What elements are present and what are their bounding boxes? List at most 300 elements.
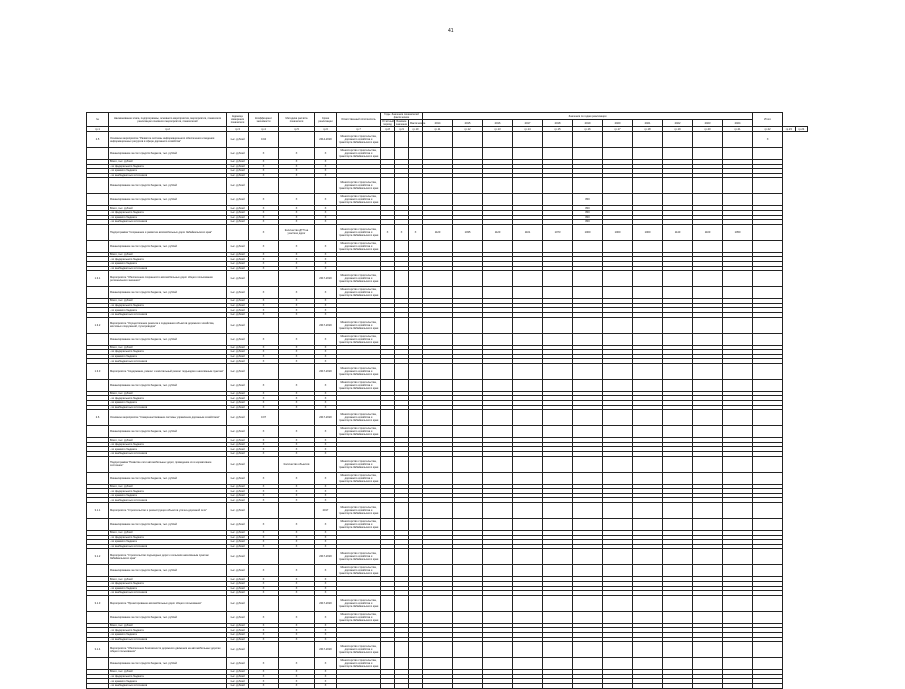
table-cell: Финансирование за счет средств бюджета, тыс. рублей xyxy=(109,565,227,577)
table-cell xyxy=(663,519,693,531)
table-cell: X xyxy=(315,637,337,642)
table-cell: X xyxy=(279,674,315,679)
table-cell: X xyxy=(249,160,279,165)
table-cell: X xyxy=(249,577,279,582)
table-cell: Министерство строительства, дорожного хозяйства и транспорта Забайкальского края xyxy=(337,317,381,333)
table-cell: Финансирование за счет средств бюджета, тыс. рублей xyxy=(109,611,227,623)
table-cell xyxy=(409,333,423,345)
table-cell xyxy=(663,240,693,252)
table-cell xyxy=(395,595,409,611)
table-cell xyxy=(513,194,543,206)
table-cell: X xyxy=(279,333,315,345)
table-cell: Финансирование за счет средств бюджета, тыс. рублей xyxy=(109,194,227,206)
table-cell xyxy=(513,683,543,688)
table-cell xyxy=(723,132,753,148)
table-cell xyxy=(753,519,783,531)
table-cell xyxy=(603,519,633,531)
table-cell xyxy=(573,426,603,438)
table-cell: X xyxy=(279,623,315,628)
table-cell xyxy=(603,472,633,484)
table-cell xyxy=(279,363,315,379)
table-cell xyxy=(543,317,573,333)
table-cell: тыс. рублей xyxy=(227,317,249,333)
column-index-cell: гр.13 xyxy=(483,127,513,132)
table-cell: Всего, тыс. рублей xyxy=(109,623,227,628)
table-cell: Всего, тыс. рублей xyxy=(109,438,227,443)
financing-row xyxy=(87,658,808,670)
table-cell: X xyxy=(279,586,315,591)
table-cell xyxy=(423,410,453,426)
table-cell: X xyxy=(279,426,315,438)
table-cell: X xyxy=(249,308,279,313)
table-cell: - из краевого бюджета xyxy=(109,354,227,359)
table-cell: тыс. рублей xyxy=(227,472,249,484)
table-cell: тыс. рублей xyxy=(227,333,249,345)
table-cell xyxy=(513,595,543,611)
header-year-2014: 2014 xyxy=(423,120,453,127)
table-cell xyxy=(279,549,315,565)
table-cell: тыс. рублей xyxy=(227,611,249,623)
table-cell: тыс. рублей xyxy=(227,206,249,211)
table-cell xyxy=(483,148,513,160)
table-cell xyxy=(249,456,279,472)
table-cell: - из краевого бюджета xyxy=(109,401,227,406)
table-cell xyxy=(753,658,783,670)
table-cell: X xyxy=(279,396,315,401)
table-cell: X xyxy=(315,359,337,364)
table-cell xyxy=(381,410,395,426)
table-cell: тыс. рублей xyxy=(227,312,249,317)
table-cell xyxy=(573,549,603,565)
table-cell: X xyxy=(279,308,315,313)
table-cell: 800 xyxy=(573,220,603,225)
table-cell xyxy=(513,472,543,484)
table-cell: Финансирование за счет средств бюджета, тыс. рублей xyxy=(109,240,227,252)
table-cell: X xyxy=(249,240,279,252)
column-index-cell: гр.2 xyxy=(109,127,227,132)
table-row xyxy=(87,410,808,426)
column-index-cell: гр.7 xyxy=(337,127,381,132)
header-method: Методика расчёта показателя xyxy=(279,113,315,127)
table-cell: X xyxy=(249,391,279,396)
table-cell xyxy=(663,642,693,658)
table-cell xyxy=(381,595,395,611)
table-cell xyxy=(395,456,409,472)
table-cell: X xyxy=(315,206,337,211)
table-cell xyxy=(543,426,573,438)
table-cell xyxy=(453,410,483,426)
table-cell: тыс. рублей xyxy=(227,426,249,438)
table-cell: 1000 xyxy=(633,224,663,240)
table-cell xyxy=(279,178,315,194)
table-cell xyxy=(381,519,395,531)
table-cell xyxy=(603,595,633,611)
table-cell: - из федерального бюджета xyxy=(109,535,227,540)
table-cell xyxy=(753,611,783,623)
table-cell: X xyxy=(279,581,315,586)
table-cell xyxy=(723,472,753,484)
table-cell: X xyxy=(315,299,337,304)
table-cell xyxy=(543,565,573,577)
table-cell: Министерство строительства, дорожного хозяйства и транспорта Забайкальского края xyxy=(337,194,381,206)
table-cell xyxy=(633,333,663,345)
table-cell: тыс. рублей xyxy=(227,489,249,494)
table-cell xyxy=(573,379,603,391)
table-cell xyxy=(87,379,109,391)
table-cell xyxy=(337,683,381,688)
table-cell: X xyxy=(249,299,279,304)
table-cell: Количество ДТП на участках дорог xyxy=(279,224,315,240)
table-cell: Министерство строительства, дорожного хозяйства и транспорта Забайкальского края xyxy=(337,426,381,438)
table-cell xyxy=(753,287,783,299)
financing-row xyxy=(87,148,808,160)
table-cell xyxy=(423,132,453,148)
table-cell xyxy=(693,287,723,299)
column-index-cell: гр.15 xyxy=(543,127,573,132)
program-table-sheet xyxy=(86,112,808,689)
table-cell: Министерство строительства, дорожного хозяйства и транспорта Забайкальского края xyxy=(337,240,381,252)
table-cell: Основное мероприятие "Развитие системы информационного обеспечения и ведения информационных ресурсов в сфере дорожного хозяйства" xyxy=(109,132,227,148)
table-cell xyxy=(483,379,513,391)
table-cell: X xyxy=(279,173,315,178)
financing-row xyxy=(87,611,808,623)
table-cell xyxy=(633,363,663,379)
table-cell xyxy=(87,287,109,299)
table-cell: тыс. рублей xyxy=(227,303,249,308)
table-cell: тыс. рублей xyxy=(227,540,249,545)
table-cell: X xyxy=(279,611,315,623)
table-cell: тыс. рублей xyxy=(227,178,249,194)
table-cell: X xyxy=(279,484,315,489)
table-cell xyxy=(693,271,723,287)
table-cell: Мероприятие "Обеспечение безопасности дорожного движения на автомобильных дорогах общего пользования" xyxy=(109,642,227,658)
table-cell xyxy=(87,683,109,688)
table-cell xyxy=(279,271,315,287)
table-cell: X xyxy=(279,287,315,299)
table-cell: Министерство строительства, дорожного хозяйства и транспорта Забайкальского края xyxy=(337,132,381,148)
table-cell xyxy=(395,565,409,577)
table-cell xyxy=(453,658,483,670)
table-cell xyxy=(423,503,453,519)
financing-row xyxy=(87,519,808,531)
table-cell xyxy=(693,642,723,658)
table-cell xyxy=(573,287,603,299)
table-cell xyxy=(453,363,483,379)
table-cell: X xyxy=(249,194,279,206)
table-cell xyxy=(395,132,409,148)
table-cell xyxy=(753,224,783,240)
table-cell xyxy=(513,565,543,577)
table-cell xyxy=(633,519,663,531)
table-cell xyxy=(633,595,663,611)
table-cell xyxy=(753,178,783,194)
table-cell: X xyxy=(279,220,315,225)
table-cell xyxy=(603,549,633,565)
table-cell: тыс. рублей xyxy=(227,519,249,531)
table-cell: 1100 xyxy=(693,224,723,240)
table-cell xyxy=(603,503,633,519)
table-cell: X xyxy=(315,611,337,623)
table-cell xyxy=(381,271,395,287)
table-cell: Министерство строительства, дорожного хозяйства и транспорта Забайкальского края xyxy=(337,595,381,611)
table-cell xyxy=(543,363,573,379)
table-cell xyxy=(483,426,513,438)
table-cell: X xyxy=(249,148,279,160)
table-cell xyxy=(693,519,723,531)
table-cell: тыс. рублей xyxy=(227,410,249,426)
table-cell: - из внебюджетных источников xyxy=(109,173,227,178)
table-cell: тыс. рублей xyxy=(227,447,249,452)
table-cell: X xyxy=(249,401,279,406)
table-cell: тыс. рублей xyxy=(227,359,249,364)
table-cell xyxy=(573,410,603,426)
table-cell: X xyxy=(279,164,315,169)
table-cell xyxy=(87,148,109,160)
table-cell xyxy=(395,503,409,519)
table-cell xyxy=(513,456,543,472)
header-year-2015: 2015 xyxy=(453,120,483,127)
table-cell xyxy=(723,194,753,206)
table-cell xyxy=(633,132,663,148)
table-cell xyxy=(753,379,783,391)
table-cell: X xyxy=(279,531,315,536)
table-row xyxy=(87,595,808,611)
table-cell: - из краевого бюджета xyxy=(109,540,227,545)
table-cell: X xyxy=(315,350,337,355)
table-cell xyxy=(663,333,693,345)
table-cell: X xyxy=(249,489,279,494)
header-fact-0: Отчётный период xyxy=(382,120,394,126)
table-cell xyxy=(409,426,423,438)
table-cell xyxy=(423,519,453,531)
table-cell: X xyxy=(249,261,279,266)
table-cell: X xyxy=(249,215,279,220)
table-cell: X xyxy=(279,312,315,317)
table-cell xyxy=(543,642,573,658)
table-cell xyxy=(693,317,723,333)
table-cell: тыс. рублей xyxy=(227,215,249,220)
table-cell: X xyxy=(249,169,279,174)
table-cell: Министерство строительства, дорожного хозяйства и транспорта Забайкальского края xyxy=(337,287,381,299)
table-cell: 1.3.2 xyxy=(87,317,109,333)
table-cell: - из федерального бюджета xyxy=(109,303,227,308)
table-cell xyxy=(381,178,395,194)
table-cell xyxy=(87,333,109,345)
table-cell xyxy=(395,240,409,252)
table-cell xyxy=(693,178,723,194)
table-cell xyxy=(543,287,573,299)
table-cell: тыс. рублей xyxy=(227,299,249,304)
table-cell: X xyxy=(279,379,315,391)
column-index-cell: гр.19 xyxy=(663,127,693,132)
header-year-2018: 2018 xyxy=(543,120,573,127)
table-cell: X xyxy=(249,611,279,623)
table-cell: Министерство строительства, дорожного хозяйства и транспорта Забайкальского края xyxy=(337,565,381,577)
column-index-cell: гр.20 xyxy=(693,127,723,132)
header-exec: Ответственный исполнитель xyxy=(337,113,381,127)
table-cell xyxy=(633,611,663,623)
financing-row xyxy=(87,194,808,206)
table-cell: - из внебюджетных источников xyxy=(109,637,227,642)
table-cell xyxy=(279,595,315,611)
table-cell: X xyxy=(249,210,279,215)
table-cell xyxy=(723,271,753,287)
table-cell: X xyxy=(315,535,337,540)
table-cell xyxy=(723,549,753,565)
table-cell xyxy=(395,379,409,391)
table-cell: тыс. рублей xyxy=(227,354,249,359)
table-cell xyxy=(573,240,603,252)
table-cell xyxy=(381,379,395,391)
table-cell xyxy=(395,549,409,565)
table-cell xyxy=(573,658,603,670)
table-cell xyxy=(543,549,573,565)
table-cell xyxy=(483,132,513,148)
table-cell xyxy=(723,148,753,160)
table-cell xyxy=(693,379,723,391)
table-cell: X xyxy=(279,679,315,684)
table-cell: X xyxy=(249,173,279,178)
table-cell xyxy=(633,240,663,252)
table-cell: тыс. рублей xyxy=(227,396,249,401)
table-cell xyxy=(423,595,453,611)
table-cell: Финансирование за счет средств бюджета, тыс. рублей xyxy=(109,379,227,391)
table-cell: 1140 xyxy=(663,224,693,240)
table-cell xyxy=(573,503,603,519)
table-cell: тыс. рублей xyxy=(227,679,249,684)
table-cell xyxy=(543,178,573,194)
table-cell xyxy=(381,132,395,148)
table-cell: X xyxy=(315,426,337,438)
table-cell: тыс. рублей xyxy=(227,586,249,591)
table-cell: X xyxy=(279,405,315,410)
table-cell: Всего, тыс. рублей xyxy=(109,484,227,489)
table-cell: X xyxy=(315,447,337,452)
table-cell: тыс. рублей xyxy=(227,266,249,271)
table-cell xyxy=(573,317,603,333)
header-year-2017: 2017 xyxy=(513,120,543,127)
table-cell xyxy=(723,379,753,391)
table-cell: тыс. рублей xyxy=(227,623,249,628)
table-cell xyxy=(663,595,693,611)
table-cell xyxy=(663,410,693,426)
table-cell xyxy=(423,472,453,484)
table-cell: X xyxy=(279,632,315,637)
table-cell: X xyxy=(279,472,315,484)
table-cell xyxy=(693,194,723,206)
table-cell: Министерство строительства, дорожного хозяйства и транспорта Забайкальского края xyxy=(337,379,381,391)
table-cell: X xyxy=(315,679,337,684)
table-cell xyxy=(693,363,723,379)
table-cell: Финансирование за счет средств бюджета, тыс. рублей xyxy=(109,178,227,194)
table-cell: Всего, тыс. рублей xyxy=(109,577,227,582)
header-year-2024: 2024 xyxy=(723,120,753,127)
table-cell: Всего, тыс. рублей xyxy=(109,670,227,675)
table-cell xyxy=(483,194,513,206)
table-cell: - из внебюджетных источников xyxy=(109,498,227,503)
table-cell: X xyxy=(315,484,337,489)
table-cell: X xyxy=(279,540,315,545)
table-cell: X xyxy=(315,308,337,313)
table-cell: X xyxy=(249,531,279,536)
table-cell: X xyxy=(249,426,279,438)
table-cell: X xyxy=(315,452,337,457)
table-cell: X xyxy=(315,438,337,443)
table-cell: Мероприятие "Обеспечение сохранности автомобильных дорог общего пользования регионального значения" xyxy=(109,271,227,287)
table-cell: X xyxy=(249,581,279,586)
column-index-cell: гр.1 xyxy=(87,127,109,132)
table-cell xyxy=(663,132,693,148)
table-cell xyxy=(603,683,633,688)
table-cell xyxy=(543,148,573,160)
table-cell xyxy=(603,410,633,426)
table-cell xyxy=(315,224,337,240)
column-index-cell: гр.24 xyxy=(795,127,807,132)
column-index-cell: гр.14 xyxy=(513,127,543,132)
table-cell xyxy=(513,148,543,160)
table-cell: X xyxy=(279,658,315,670)
table-cell: X xyxy=(315,540,337,545)
table-cell: Мероприятие "Проектирование автомобильных дорог общего пользования" xyxy=(109,595,227,611)
table-cell xyxy=(513,503,543,519)
table-cell: Всего, тыс. рублей xyxy=(109,345,227,350)
table-cell: X xyxy=(315,405,337,410)
table-cell xyxy=(693,549,723,565)
table-cell: X xyxy=(249,224,279,240)
table-cell: X xyxy=(315,632,337,637)
table-cell: 2017-2020 xyxy=(315,363,337,379)
table-cell: 1073 xyxy=(543,224,573,240)
table-cell: X xyxy=(249,350,279,355)
table-cell: X xyxy=(249,252,279,257)
table-cell: 2.5 xyxy=(87,132,109,148)
table-cell xyxy=(573,333,603,345)
table-cell xyxy=(315,178,337,194)
table-cell: X xyxy=(279,299,315,304)
table-cell: тыс. рублей xyxy=(227,363,249,379)
table-cell: X xyxy=(279,628,315,633)
table-cell: - из федерального бюджета xyxy=(109,674,227,679)
table-cell: 1000 xyxy=(573,224,603,240)
table-cell: 2014-2020 xyxy=(315,132,337,148)
table-cell: тыс. рублей xyxy=(227,484,249,489)
table-cell xyxy=(395,317,409,333)
table-cell: Всего, тыс. рублей xyxy=(109,299,227,304)
table-cell: тыс. рублей xyxy=(227,595,249,611)
table-cell xyxy=(603,565,633,577)
table-cell xyxy=(483,565,513,577)
table-cell: X xyxy=(395,224,409,240)
table-cell: X xyxy=(249,257,279,262)
table-cell xyxy=(249,363,279,379)
table-cell: X xyxy=(315,194,337,206)
table-cell xyxy=(513,240,543,252)
table-cell: тыс. рублей xyxy=(227,670,249,675)
table-cell: X xyxy=(249,535,279,540)
table-cell: - из краевого бюджета xyxy=(109,261,227,266)
table-cell: X xyxy=(315,164,337,169)
table-cell xyxy=(513,642,543,658)
table-cell xyxy=(603,240,633,252)
table-cell: тыс. рублей xyxy=(227,210,249,215)
header-term: Сроки реализации xyxy=(315,113,337,127)
table-cell: X xyxy=(249,447,279,452)
table-cell: - из краевого бюджета xyxy=(109,679,227,684)
table-cell xyxy=(409,456,423,472)
table-row xyxy=(87,317,808,333)
table-cell: X xyxy=(249,303,279,308)
table-cell: тыс. рублей xyxy=(227,132,249,148)
